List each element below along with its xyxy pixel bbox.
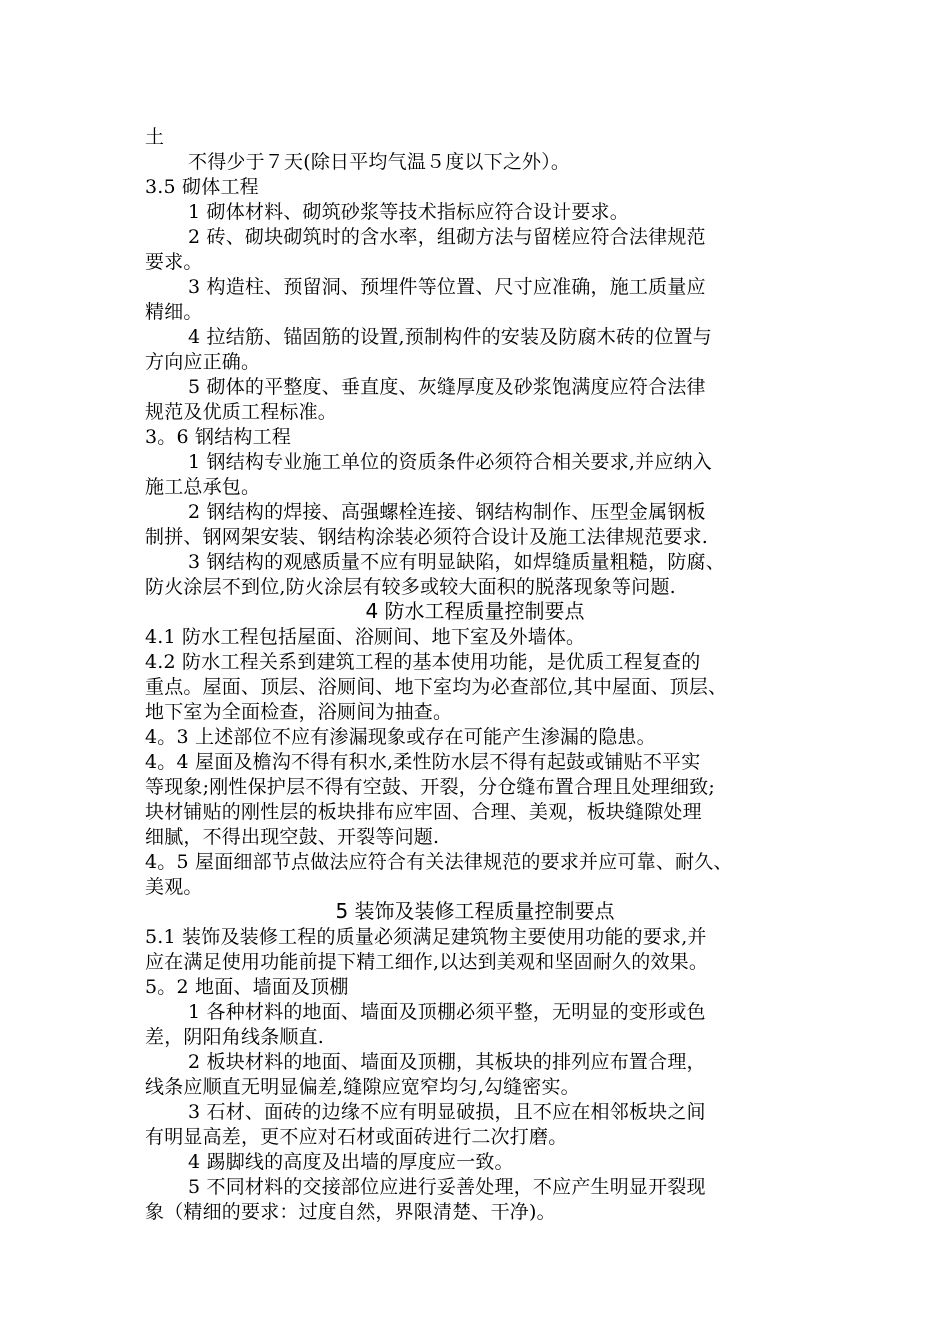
text-line: 重点。屋面、顶层、浴厕间、地下室均为必查部位,其中屋面、顶层、 [145,676,728,698]
text-line: 规范及优质工程标准。 [145,401,338,423]
text-line: 有明显高差，更不应对石材或面砖进行二次打磨。 [145,1126,568,1148]
text-line: 4。5 屋面细部节点做法应符合有关法律规范的要求并应可靠、耐久、 [145,851,733,873]
text-line: 5.1 装饰及装修工程的质量必须满足建筑物主要使用功能的要求,并 [145,926,707,948]
text-line: 地下室为全面检查，浴厕间为抽查。 [145,701,453,723]
text-line: 不得少于７天(除日平均气温５度以下之外）。 [188,151,571,173]
section-heading: 3。6 钢结构工程 [145,426,292,448]
text-line: 1 各种材料的地面、墙面及顶棚必须平整，无明显的变形或色 [188,1001,706,1023]
text-line: 3 钢结构的观感质量不应有明显缺陷，如焊缝质量粗糙，防腐、 [188,551,725,573]
text-line: 3 石材、面砖的边缘不应有明显破损，且不应在相邻板块之间 [188,1101,706,1123]
text-line: 差，阴阳角线条顺直. [145,1026,325,1048]
text-line: 4。3 上述部位不应有渗漏现象或存在可能产生渗漏的隐患。 [145,726,656,748]
text-line: 制拼、钢网架安装、钢结构涂装必须符合设计及施工法律规范要求. [145,526,709,548]
section-heading: 5。2 地面、墙面及顶棚 [145,976,349,998]
text-line: 细腻，不得出现空鼓、开裂等问题. [145,826,440,848]
text-line: 土 [145,126,165,148]
text-line: 防火涂层不到位,防火涂层有较多或较大面积的脱落现象等问题. [145,576,676,598]
text-line: 2 板块材料的地面、墙面及顶棚，其板块的排列应布置合理， [188,1051,706,1073]
text-line: 要求。 [145,251,203,273]
text-line: 4.1 防水工程包括屋面、浴厕间、地下室及外墙体。 [145,626,586,648]
text-line: 4.2 防水工程关系到建筑工程的基本使用功能，是优质工程复查的 [145,651,701,673]
text-line: 5 砌体的平整度、垂直度、灰缝厚度及砂浆饱满度应符合法律 [188,376,706,398]
text-line: 4 拉结筋、锚固筋的设置,预制构件的安装及防腐木砖的位置与 [188,326,712,348]
section-heading: 3.5 砌体工程 [145,176,259,198]
chapter-heading: 4 防水工程质量控制要点 [365,599,585,623]
text-line: 方向应正确。 [145,351,261,373]
chapter-heading: 5 装饰及装修工程质量控制要点 [335,899,615,923]
text-line: 施工总承包。 [145,476,261,498]
text-line: 线条应顺直无明显偏差,缝隙应宽窄均匀,勾缝密实。 [145,1076,580,1098]
text-line: 4 踢脚线的高度及出墙的厚度应一致。 [188,1151,514,1173]
text-line: 5 不同材料的交接部位应进行妥善处理，不应产生明显开裂现 [188,1176,706,1198]
text-line: 精细。 [145,301,203,323]
text-line: 应在满足使用功能前提下精工细作,以达到美观和坚固耐久的效果。 [145,951,709,973]
text-line: 块材铺贴的刚性层的板块排布应牢固、合理、美观，板块缝隙处理 [145,801,702,823]
text-line: 等现象;刚性保护层不得有空鼓、开裂，分仓缝布置合理且处理细致; [145,776,716,798]
text-line: 4。4 屋面及檐沟不得有积水,柔性防水层不得有起鼓或铺贴不平实 [145,751,701,773]
text-line: 1 钢结构专业施工单位的资质条件必须符合相关要求,并应纳入 [188,451,712,473]
text-line: 美观。 [145,876,203,898]
text-line: 2 砖、砌块砌筑时的含水率，组砌方法与留槎应符合法律规范 [188,226,706,248]
text-line: 象（精细的要求：过度自然，界限清楚、干净)。 [145,1201,556,1223]
text-line: 2 钢结构的焊接、高强螺栓连接、钢结构制作、压型金属钢板 [188,501,706,523]
text-line: 1 砌体材料、砌筑砂浆等技术指标应符合设计要求。 [188,201,629,223]
text-line: 3 构造柱、预留洞、预埋件等位置、尺寸应准确，施工质量应 [188,276,706,298]
